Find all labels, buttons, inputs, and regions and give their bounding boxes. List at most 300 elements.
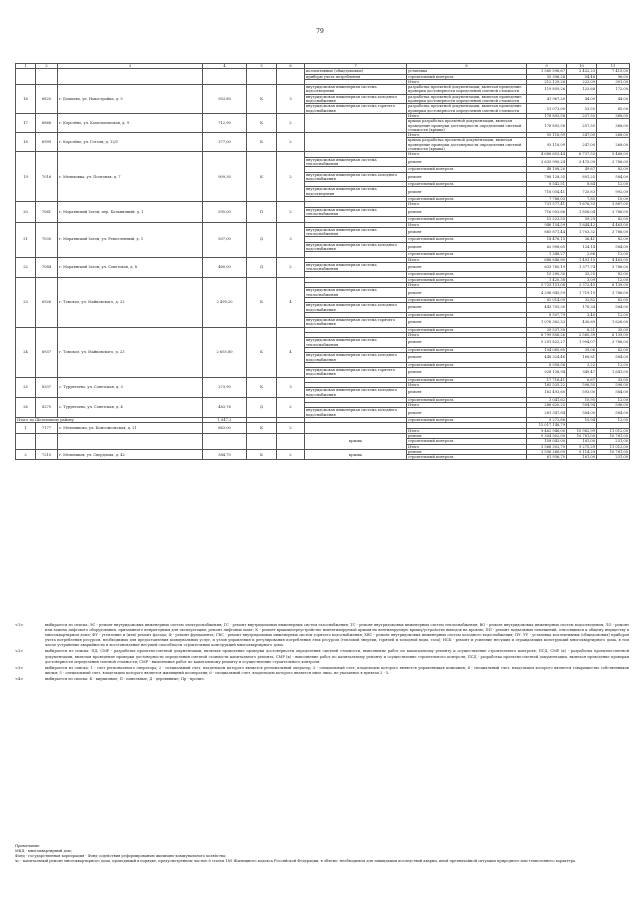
- table-cell: 53,55: [567, 104, 597, 114]
- table-cell: 445 705,30: [527, 303, 567, 313]
- column-header-6: 6: [277, 64, 305, 69]
- table-cell: 725,83: [567, 187, 597, 197]
- table-cell: 48 108,20: [527, 167, 567, 172]
- table-cell: 594,94: [567, 403, 597, 408]
- table-cell: 1 420,38: [527, 277, 567, 282]
- table-cell: 8 507,79: [527, 312, 567, 317]
- footnote: [15, 649, 629, 664]
- table-cell: 3,40: [567, 312, 597, 317]
- table-cell: 12,00: [597, 252, 630, 257]
- table-cell: 6 139,00: [597, 283, 630, 288]
- table-cell: 928 138,94: [527, 368, 567, 378]
- table-cell: Итого: [407, 333, 527, 338]
- table-cell: ремонт: [407, 338, 527, 348]
- table-cell: 1 844,42: [567, 222, 597, 227]
- table-cell: 430,69: [567, 318, 597, 328]
- table-cell: внутридомовая инженерная система холодного водоснабжения: [305, 303, 407, 313]
- table-cell: 1 847,2: [203, 418, 247, 423]
- table-cell: строительный контроль: [407, 252, 527, 257]
- table-cell: 82,00: [597, 297, 630, 302]
- table-cell: Д: [247, 222, 277, 257]
- table-cell: 119 859,26: [527, 85, 567, 95]
- table-cell: 507,00: [203, 222, 247, 257]
- table-cell: крыша: [305, 433, 407, 449]
- table-cell: 17 716,41: [527, 377, 567, 382]
- table-cell: 3 786,00: [597, 227, 630, 237]
- table-cell: 2 499,20: [203, 277, 247, 327]
- table-cell: Итого: [407, 222, 527, 227]
- table-cell: ремонт: [407, 408, 527, 418]
- table-cell: внутридомовая инженерная система горячего водоснабжения: [305, 104, 407, 114]
- table-cell: 158 043,00: [527, 439, 567, 444]
- table-cell: г. Мельников, ул. Свердлова, д. 42: [58, 449, 203, 460]
- footnote-text: выбирается из списка: К - кирпичные; П - панельные; Д - деревянные; Пр - прочие.: [45, 676, 205, 681]
- table-cell: 584,00: [597, 303, 630, 313]
- table-cell: внутридомовая инженерная система теплоснабжения: [305, 262, 407, 272]
- table-cell: 20: [16, 202, 36, 222]
- footnote: [15, 666, 629, 676]
- table-cell: 268,00: [597, 133, 630, 138]
- table-cell: ремонт: [407, 449, 527, 454]
- table-cell: 2 452,23: [567, 69, 597, 74]
- table-cell: г. Томское, ул. Майковского, д. 22: [58, 277, 203, 327]
- table-cell: 3 867,00: [597, 202, 630, 207]
- table-cell: ремонт: [407, 207, 527, 217]
- table-cell: 85,00: [597, 104, 630, 114]
- table-cell: [58, 69, 203, 85]
- table-cell: 11 012,00: [597, 428, 630, 433]
- legend-line: Фонд - государственная корпорация - Фонд содействия реформированию жилищно-коммунального хозяйства;: [15, 854, 227, 859]
- table-cell: 3 786,00: [597, 288, 630, 298]
- table-cell: 6 799 856,26: [527, 333, 567, 338]
- table-cell: К: [247, 113, 277, 132]
- table-cell: 35,00: [597, 377, 630, 382]
- table-cell: 716 053,86: [527, 207, 567, 217]
- table-cell: 377,00: [203, 133, 247, 152]
- footnote-key: <3>: [15, 665, 24, 670]
- table-cell: 161,00: [567, 455, 597, 460]
- table-cell: [203, 433, 247, 449]
- table-cell: 4 686 653,44: [527, 152, 567, 157]
- table-cell: 247,00: [567, 138, 597, 152]
- table-cell: [36, 433, 58, 449]
- table-cell: 7030: [36, 222, 58, 257]
- table-cell: г. Мораянский Затон, ул. Ремесленный, д. 1: [58, 222, 203, 257]
- table-cell: 2: [277, 152, 305, 202]
- table-cell: строительный контроль: [407, 167, 527, 172]
- table-cell: 181,00: [567, 439, 597, 444]
- table-cell: 9 275,29: [567, 444, 597, 449]
- table-cell: 3 786,00: [597, 207, 630, 217]
- column-header-10: 10: [567, 64, 597, 69]
- table-cell: 10 962,99: [567, 428, 597, 433]
- table-cell: строительный контроль: [407, 327, 527, 332]
- table-cell: 125,68: [567, 85, 597, 95]
- table-cell: внутридомовая инженерная система холодного водоснабжения: [305, 388, 407, 398]
- table-cell: 231,00: [597, 439, 630, 444]
- table-cell: [277, 433, 305, 449]
- table-cell: 712,90: [203, 113, 247, 132]
- table-cell: 1 076 362,53: [527, 318, 567, 328]
- table-cell: 124,14: [567, 242, 597, 252]
- table-cell: [247, 433, 277, 449]
- table-cell: строительный контроль: [407, 237, 527, 242]
- table-cell: внутридомовая инженерная система теплоснабжения: [305, 207, 407, 217]
- table-cell: Итого: [407, 79, 527, 84]
- table-cell: 5 466,00: [597, 152, 630, 157]
- table-cell: разработка проектной документации, включая проведение проверки достоверности определения сметной стоимости: [407, 85, 527, 95]
- table-cell: 6 139,00: [597, 333, 630, 338]
- table-cell: 17: [16, 113, 36, 132]
- table-cell: 6999: [36, 133, 58, 152]
- table-cell: 7016: [36, 152, 58, 202]
- footnote: [15, 677, 629, 682]
- table-cell: 21: [16, 222, 36, 257]
- table-cell: 257,55: [567, 119, 597, 133]
- table-cell: внутридомовая инженерная система холодного водоснабжения: [305, 242, 407, 252]
- table-cell: ремонт: [407, 353, 527, 363]
- table-cell: 595,00: [203, 202, 247, 222]
- table-cell: 62 998,65: [527, 242, 567, 252]
- table-cell: 4 463,00: [597, 257, 630, 262]
- table-cell: 15 290,30: [527, 272, 567, 277]
- table-cell: Д: [247, 397, 277, 417]
- table-cell: 2,66: [567, 252, 597, 257]
- table-cell: 633 760,19: [527, 262, 567, 272]
- table-cell: 82,00: [597, 272, 630, 277]
- table-cell: г. Мелиховка, ул. Почтовая, д. 7: [58, 152, 203, 202]
- table-cell: ремонт: [407, 172, 527, 182]
- table-cell: г. Мораянский Затон, пер. Больничный, д. 1: [58, 202, 203, 222]
- table-cell: строительный контроль: [407, 277, 527, 282]
- table-cell: с. Мельниково, ул. Комсомольская, д. 21: [58, 423, 203, 434]
- table-cell: Итого: [407, 257, 527, 262]
- table-cell: 212 129,26: [527, 79, 567, 84]
- table-cell: Итого по Шелеховому району: [16, 418, 203, 423]
- table-cell: 5 272,86: [527, 418, 567, 423]
- table-cell: 168,81: [567, 353, 597, 363]
- table-cell: строительный контроль: [407, 297, 527, 302]
- table-cell: коллективные (общедомовые): [305, 69, 407, 74]
- table-cell: 20 537,30: [527, 327, 567, 332]
- table-cell: 82,00: [597, 217, 630, 222]
- table-cell: г. Томское, ул. Майковского, д. 23: [58, 327, 203, 377]
- table-cell: 22: [16, 257, 36, 277]
- table-cell: 1 377,74: [567, 262, 597, 272]
- table-cell: с. Турунтаево, ул. Советская, д. 3: [58, 377, 203, 397]
- table-cell: строительный контроль: [407, 272, 527, 277]
- table-cell: 15 523,55: [527, 217, 567, 222]
- table-cell: 12,00: [597, 418, 630, 423]
- table-cell: внутридомовая инженерная система холодного водоснабжения: [305, 353, 407, 363]
- table-cell: 593,00: [567, 388, 597, 398]
- table-cell: 6,67: [567, 377, 597, 382]
- table-cell: г. Королёво, ул. Гоголя, д. 12/1: [58, 133, 203, 152]
- table-cell: ремонт: [407, 262, 527, 272]
- table-cell: 281 347,84: [527, 408, 567, 418]
- table-cell: 35 396,26: [527, 74, 567, 79]
- table-cell: разработка проектной документации, включая проведение проверки достоверности определения сметной стоимости: [407, 104, 527, 114]
- table-body: [16, 69, 630, 460]
- table-cell: 93 118,99: [527, 133, 567, 138]
- table-cell: Д: [247, 257, 277, 277]
- table-cell: 1 994,07: [567, 338, 597, 348]
- table-cell: 26: [16, 397, 36, 417]
- table-cell: Итого: [407, 403, 527, 408]
- table-cell: 2 560,39: [567, 333, 597, 338]
- table-cell: 7210: [36, 449, 58, 460]
- table-cell: 1 348,27: [527, 252, 567, 257]
- table-cell: 6868: [36, 113, 58, 132]
- table-cell: 953,80: [203, 85, 247, 114]
- table-cell: Итого: [407, 383, 527, 388]
- legend: [15, 844, 629, 864]
- table-cell: внутридомовая инженерная система холодного водоснабжения: [305, 172, 407, 182]
- table-cell: 3: [277, 222, 305, 257]
- table-cell: 1 626,00: [597, 318, 630, 328]
- footnote-text: выбирается из списка: ЭС - ремонт внутридомовых инженерных систем электроснабжения; ГС - ремонт внутридомовых инженерных систем газоснабжения; ТС - ремонт внутридомовых инженерных систем теплоснабжения; ВО - ремонт внутридомовых инженерных систем водоотведения; ЛО - ремонт или замена лифтового оборудования, признанного непригодным для эксплуатации, ремонт лифтовых шахт; К - ремонт крыши/переустройство невентилируемой крыши на вентилируемую крышу/устройство выходов на кровлю; ПП - ремонт подвальных помещений, относящихся к общему имуществу в многоквартирном доме; ФУ - утепление и (или) ремонт фасада; Ф - ремонт фундамента; ГВС - ремонт внутридомовых инженерных систем горячего водоснабжения; ХВС - ремонт внутридомовых инженерных систем холодного водоснабжения; ПУ, УУ - установка коллективных (общедомовых) приборов учета потребления ресурсов, необходимых для предоставления коммунальных услуг, и узлов управления и регулирования потребления этих ресурсов (тепловой энергии, горячей и холодной воды, газа); НСК - ремонт и усиление несущих и ограждающих конструкций многоквартирного дома, в том числе устранение аварийности и восстановление несущей способности строительных конструкций многоквартирного дома.: [45, 623, 629, 648]
- table-cell: внутридомовая инженерная система теплоснабжения: [305, 227, 407, 237]
- table-cell: ремонт: [407, 242, 527, 252]
- table-cell: строительный контроль: [407, 418, 527, 423]
- table-cell: 1 856,04: [567, 207, 597, 217]
- table-cell: 268,00: [597, 138, 630, 152]
- column-header-2: 2: [36, 64, 58, 69]
- table-cell: строительный контроль: [407, 182, 527, 187]
- table-cell: г. Болшево, ул. Новостройка, д. 5: [58, 85, 203, 114]
- table-cell: 596,00: [597, 403, 630, 408]
- table-cell: 10 781,00: [597, 449, 630, 454]
- table-cell: 448 324,46: [527, 353, 567, 363]
- table-cell: [16, 433, 36, 449]
- table-cell: 82,00: [597, 237, 630, 242]
- table-cell: 273,90: [203, 377, 247, 397]
- table-cell: 584,00: [597, 242, 630, 252]
- table-cell: 1: [16, 423, 36, 434]
- page-number: 79: [316, 28, 324, 35]
- table-cell: 8 542,51: [527, 182, 567, 187]
- table-cell: строительный контроль: [407, 312, 527, 317]
- table-cell: 384,70: [203, 449, 247, 460]
- table-cell: 992,00: [597, 187, 630, 197]
- table-cell: 25: [16, 377, 36, 397]
- table-cell: 54,48: [567, 74, 597, 79]
- footnote-key: <1>: [15, 623, 24, 627]
- table-cell: строительный контроль: [407, 362, 527, 367]
- table-cell: [277, 69, 305, 85]
- column-header-5: 5: [247, 64, 277, 69]
- table-cell: 718 054,41: [527, 187, 567, 197]
- table-cell: внутридомовая инженерная система теплоснабжения: [305, 338, 407, 348]
- table-cell: ремонт: [407, 187, 527, 197]
- table-cell: К: [247, 85, 277, 114]
- table-cell: [203, 69, 247, 85]
- table-cell: 172,00: [597, 85, 630, 95]
- table-cell: 10,00: [597, 197, 630, 202]
- table-cell: строительный контроль: [407, 347, 527, 352]
- table-cell: 946 154,59: [527, 222, 567, 227]
- table-cell: Итого: [407, 113, 527, 118]
- table-cell: ремонт: [407, 288, 527, 298]
- table-cell: 596,55: [567, 383, 597, 388]
- table-cell: 178 893,58: [527, 119, 567, 133]
- table-cell: 82,00: [597, 167, 630, 172]
- table-cell: 584,00: [597, 408, 630, 418]
- footnote: [15, 623, 629, 648]
- table-cell: Итого: [407, 428, 527, 433]
- table-cell: 10,95: [567, 397, 597, 402]
- table-cell: 10 781,00: [567, 433, 597, 438]
- table-cell: 9 304 902,00: [527, 433, 567, 438]
- table-cell: 39,06: [567, 347, 597, 352]
- footnote-text: выбирается из списка: ПД, СМР - разработка проектно-сметной документации, включая проведение проверки достоверности определения сметной стоимости, выполнение работ по капитальному ремонту и осуществление строительного контроля; ПСД, СМР (к) - разработка проектно-сметной документации, включая проведение проверки достоверности определения сметной стоимости капитального ремонта, СМР (к) - выполнение работ по капитальному ремонту и осуществление строительного контроля; ПСД - разработка проектно-сметной документации, включая проведение проверки достоверности определения сметной стоимости; СМР - выполнение работ по капитальному ремонту и осуществление строительного контроля.: [45, 649, 629, 664]
- table-cell: крыша разработка проектной документации, включая проведение проверки достоверности определения сметной стоимости (крыша): [407, 138, 527, 152]
- table-cell: 3,09: [567, 277, 597, 282]
- table-cell: К: [247, 327, 277, 377]
- table-cell: 7061: [36, 202, 58, 222]
- table-cell: 59,29: [567, 217, 597, 222]
- table-cell: 96,00: [597, 74, 630, 79]
- table-cell: [58, 433, 203, 449]
- table-cell: ремонт: [407, 227, 527, 237]
- table-cell: 32,82: [567, 297, 597, 302]
- table-cell: строительный контроль: [407, 377, 527, 382]
- table-cell: Итого: [407, 444, 527, 449]
- table-cell: 3 786,00: [597, 262, 630, 272]
- table-cell: 8,21: [567, 327, 597, 332]
- table-cell: ремонт: [407, 433, 527, 438]
- table-cell: 33,25: [567, 272, 597, 277]
- table-cell: 3 786,00: [597, 157, 630, 167]
- table-row: [16, 85, 630, 95]
- table-cell: 6 737,53: [567, 152, 597, 157]
- table-cell: 19: [16, 152, 36, 202]
- table-cell: 6820: [36, 85, 58, 114]
- table-cell: 2: [277, 423, 305, 434]
- table-cell: 368,00: [597, 113, 630, 118]
- table-cell: г. Королёво, ул. Комсомольская, д. 9: [58, 113, 203, 132]
- table-cell: 222,09: [567, 79, 597, 84]
- table-cell: 6937: [36, 327, 58, 377]
- table-cell: 3 635 990,24: [527, 157, 567, 167]
- table-cell: 231,00: [597, 455, 630, 460]
- table-cell: 51 073,00: [527, 104, 567, 114]
- footnote-key: <4>: [15, 676, 24, 681]
- table-cell: 36,41: [567, 237, 597, 242]
- table-cell: 5 291 822,27: [527, 338, 567, 348]
- table-cell: 863,00: [203, 423, 247, 434]
- table-cell: установка: [407, 69, 527, 74]
- table-cell: К: [247, 377, 277, 397]
- column-header-11: 11: [597, 64, 630, 69]
- footnotes: [15, 623, 629, 683]
- table-cell: 4: [277, 277, 305, 327]
- table-cell: 301,00: [597, 79, 630, 84]
- table-cell: 10 781,00: [597, 433, 630, 438]
- table-cell: 584,00: [567, 408, 597, 418]
- table-cell: внутридомовая инженерная система холодного водоснабжения: [305, 94, 407, 104]
- table-cell: 7,85: [567, 197, 597, 202]
- table-cell: 909,30: [203, 152, 247, 202]
- table-cell: 44,00: [597, 94, 630, 104]
- table-cell: 8337: [36, 377, 58, 397]
- table-cell: [305, 423, 407, 434]
- table-cell: 3 786,00: [597, 338, 630, 348]
- table-cell: 3: [277, 85, 305, 114]
- table-cell: ремонт: [407, 368, 527, 378]
- table-cell: ремонт: [407, 388, 527, 398]
- column-header-4: 4: [203, 64, 247, 69]
- table-cell: 1 719,19: [567, 288, 597, 298]
- table-cell: К: [247, 449, 277, 460]
- table-cell: 5 725 151,08: [527, 283, 567, 288]
- table-cell: крыша разработка проектной документации, включая проведение проверки достоверности определения сметной стоимости (крыша): [407, 119, 527, 133]
- table-cell: 3: [277, 377, 305, 397]
- table-cell: 2: [16, 449, 36, 460]
- table-cell: 731 577,41: [527, 202, 567, 207]
- table-cell: 1 641,00: [597, 368, 630, 378]
- table-cell: 2: [277, 257, 305, 277]
- table-cell: К: [247, 277, 277, 327]
- table-cell: 4 463,00: [597, 222, 630, 227]
- table-cell: 41 967,20: [527, 94, 567, 104]
- table-cell: 12,00: [597, 182, 630, 187]
- table-cell: 8,64: [567, 182, 597, 187]
- table-cell: внутридомовая инженерная система водоотведения: [305, 187, 407, 197]
- table-cell: 165 535,22: [527, 383, 567, 388]
- table-cell: 1 703,32: [567, 227, 597, 237]
- table-cell: 686 846,80: [527, 257, 567, 262]
- table-cell: 11 012,00: [597, 444, 630, 449]
- table-cell: 18: [16, 133, 36, 152]
- legend-title: Примечание:: [15, 844, 41, 848]
- table-cell: 18 476,15: [527, 237, 567, 242]
- table-cell: 82,00: [597, 347, 630, 352]
- table-cell: 247,00: [567, 133, 597, 138]
- table-cell: 12,00: [597, 397, 630, 402]
- table-cell: 7084: [36, 257, 58, 277]
- table-cell: строительный контроль: [407, 455, 527, 460]
- table-cell: 2: [277, 133, 305, 152]
- footnote-key: <2>: [15, 649, 24, 654]
- table-cell: 349,47: [567, 368, 597, 378]
- table-cell: 1 493,15: [567, 257, 597, 262]
- legend-line: МКД - многоквартирный дом;: [15, 849, 72, 854]
- table-cell: 257,55: [567, 113, 597, 118]
- table-cell: 12,00: [597, 362, 630, 367]
- table-cell: 6926: [36, 277, 58, 327]
- table-cell: 2: [277, 397, 305, 417]
- table-cell: К: [247, 133, 277, 152]
- table-cell: 35,00: [597, 327, 630, 332]
- table-cell: 891,25: [567, 172, 597, 182]
- table-cell: 9 462 946,00: [527, 428, 567, 433]
- table-cell: Итого: [407, 202, 527, 207]
- table-cell: 61 936,70: [527, 455, 567, 460]
- table-cell: 596,00: [597, 383, 630, 388]
- table-cell: строительный контроль: [407, 397, 527, 402]
- table-cell: 8 558,56: [527, 362, 567, 367]
- table-cell: 2: [277, 449, 305, 460]
- table-cell: Итого: [407, 133, 527, 138]
- table-cell: 1 676,33: [567, 202, 597, 207]
- table-cell: К: [247, 152, 277, 202]
- table-cell: внутридомовая инженерная система горячего водоснабжения: [305, 318, 407, 328]
- table-cell: 82 014,09: [527, 297, 567, 302]
- table-cell: внутридомовая инженерная система холодного водоснабжения: [305, 408, 407, 418]
- table-cell: 162 493,60: [527, 388, 567, 398]
- table-cell: 584,00: [597, 353, 630, 363]
